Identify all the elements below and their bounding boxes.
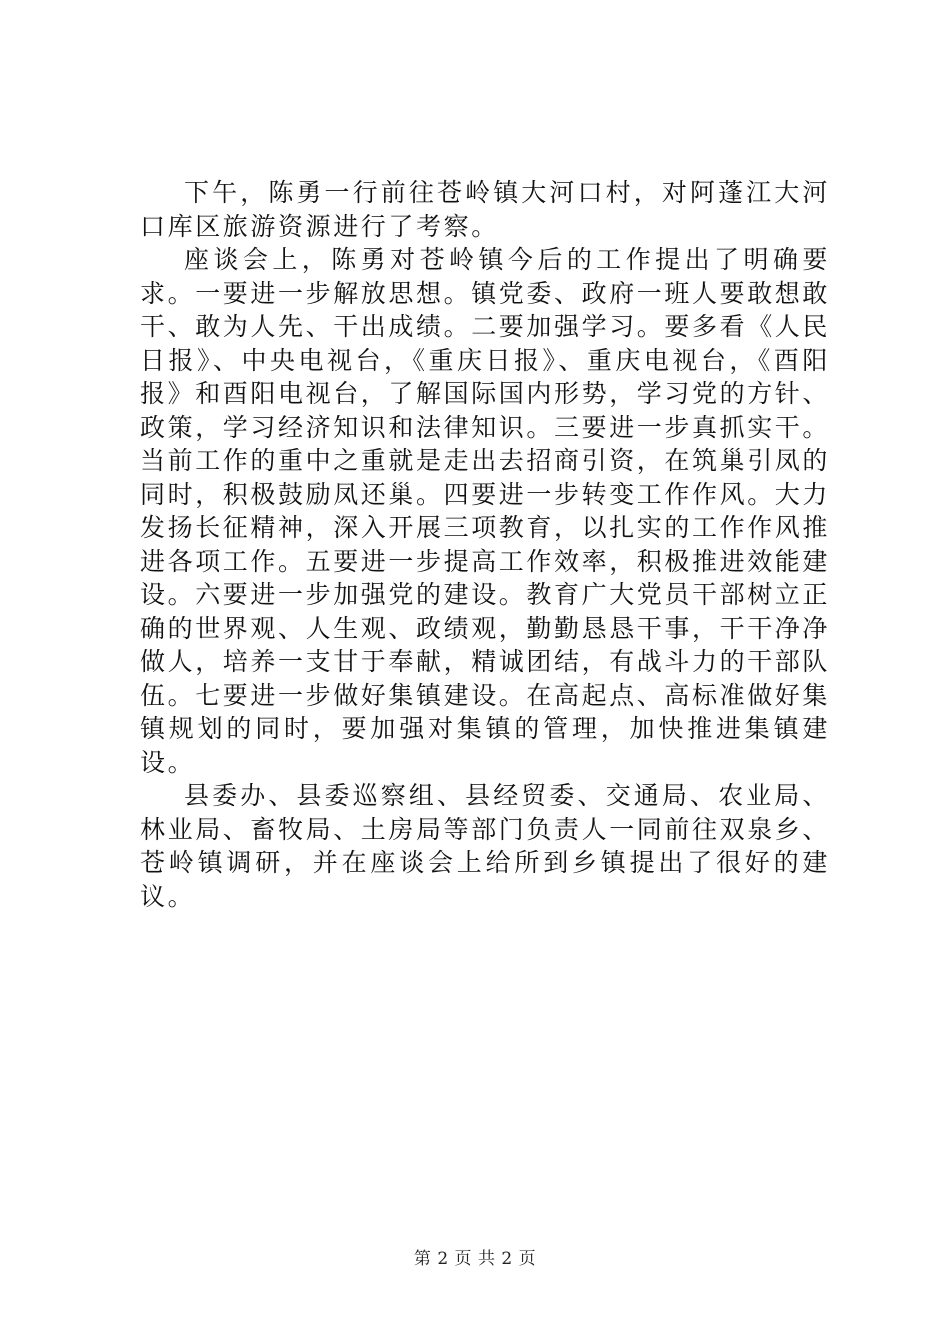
paragraph-2: 座谈会上，陈勇对苍岭镇今后的工作提出了明确要求。一要进一步解放思想。镇党委、政府一班人要敢想敢干、敢为人先、干出成绩。二要加强学习。要多看《人民日报》、中央电视台，《重庆日报》、重庆电视台，《酉阳报》和酉阳电视台，了解国际国内形势，学习党的方针、政策，学习经济知识和法律知识。三要进一步真抓实干。当前工作的重中之重就是走出去招商引资，在筑巢引凤的同时，积极鼓励凤还巢。四要进一步转变工作作风。大力发扬长征精神，深入开展三项教育，以扎实的工作作风推进各项工作。五要进一步提高工作效率，积极推进效能建设。六要进一步加强党的建设。教育广大党员干部树立正确的世界观、人生观、政绩观，勤勤恳恳干事，干干净净做人，培养一支甘于奉献，精诚团结，有战斗力的干部队伍。七要进一步做好集镇建设。在高起点、高标准做好集镇规划的同时，要加强对集镇的管理，加快推进集镇建设。 bbox=[140, 245, 831, 777]
page-footer: 第 2 页 共 2 页 bbox=[413, 1249, 537, 1269]
paragraph-3: 县委办、县委巡察组、县经贸委、交通局、农业局、林业局、畜牧局、土房局等部门负责人一同前往双泉乡、苍岭镇调研，并在座谈会上给所到乡镇提出了很好的建议。 bbox=[140, 781, 831, 911]
paragraph-1: 下午，陈勇一行前往苍岭镇大河口村，对阿蓬江大河口库区旅游资源进行了考察。 bbox=[140, 178, 830, 241]
document-body bbox=[140, 176, 830, 913]
